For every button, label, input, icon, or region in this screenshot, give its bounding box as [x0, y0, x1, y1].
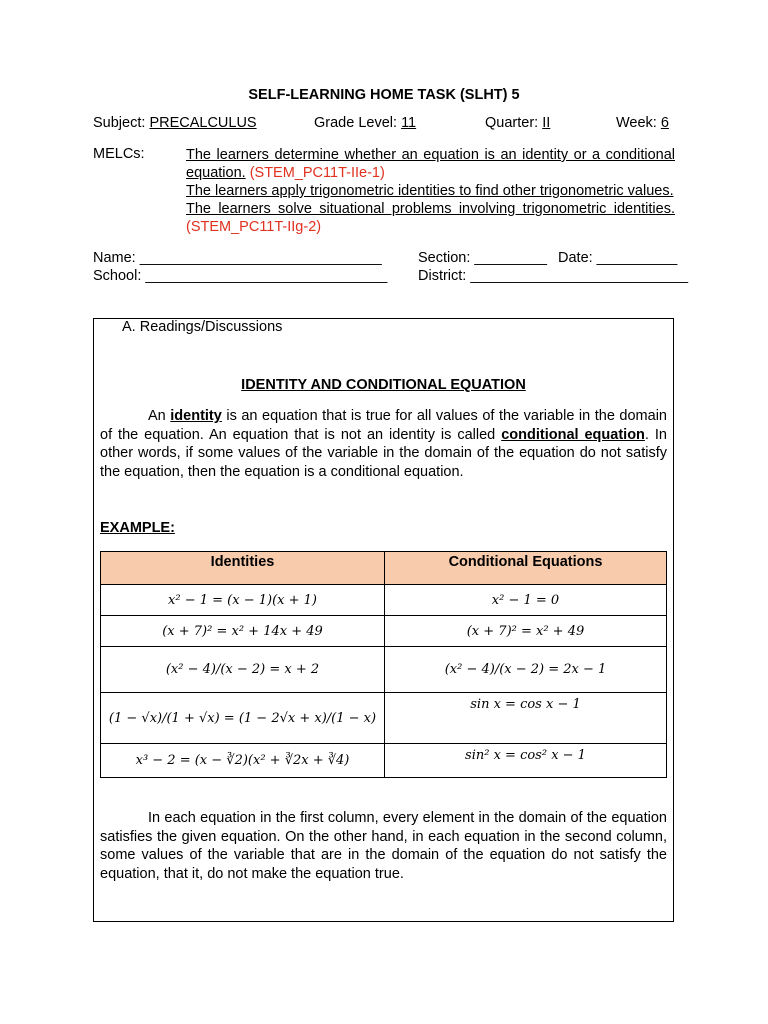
definition-paragraph — [100, 407, 667, 481]
name-field[interactable]: Name: ______________________________ — [93, 250, 382, 266]
explanation-paragraph — [100, 809, 667, 883]
melcs-label: MELCs: — [93, 146, 145, 162]
conditional-cell: sin² x = cos² x − 1 — [385, 744, 667, 778]
table-header-row — [101, 552, 667, 585]
table-row — [101, 647, 667, 693]
table-row — [101, 616, 667, 647]
quarter-value: II — [542, 115, 551, 131]
p1-part-c: . In other words, if some values of the variable in the domain of the equation do not satisfy the equation, then the equation is a conditional equation. — [100, 426, 667, 480]
identity-term: identity — [170, 408, 222, 424]
subject-field — [93, 115, 257, 131]
identity-cell: x³ − 2 = (x − ∛2)(x² + ∛2x + ∛4) — [101, 744, 385, 778]
conditional-cell: (x² − 4)/(x − 2) = 2x − 1 — [385, 647, 667, 693]
date-field[interactable]: Date: __________ — [558, 250, 678, 266]
readings-heading: A. Readings/Discussions — [122, 319, 283, 335]
melcs-list — [186, 146, 675, 236]
identity-cell: (1 − √x)/(1 + √x) = (1 − 2√x + x)/(1 − x) — [101, 693, 385, 744]
identity-cell: (x + 7)² = x² + 14x + 49 — [101, 616, 385, 647]
melcs-line-2: equation. — [186, 165, 246, 181]
school-field[interactable]: School: ______________________________ — [93, 268, 388, 284]
quarter-label: Quarter: — [485, 115, 539, 131]
section-field[interactable]: Section: _________ — [418, 250, 547, 266]
melcs-code-1: (STEM_PC11T-IIe-1) — [249, 165, 385, 181]
subject-label: Subject: — [93, 115, 146, 131]
table-row — [101, 744, 667, 778]
week-label: Week: — [616, 115, 657, 131]
conditional-cell: x² − 1 = 0 — [385, 585, 667, 616]
p2-text: In each equation in the first column, every element in the domain of the equation satisfies the given equation. On the other hand, in each equation in the second column, some values of the variable that are in the domain of the equation do not satisfy the equation, that it, do not make the equation true. — [100, 810, 667, 882]
subject-value: PRECALCULUS — [149, 115, 257, 131]
page-title: SELF-LEARNING HOME TASK (SLHT) 5 — [248, 87, 520, 103]
conditional-header: Conditional Equations — [385, 552, 667, 585]
grade-label: Grade Level: — [314, 115, 398, 131]
grade-field — [314, 115, 416, 131]
example-table — [100, 551, 667, 778]
conditional-term: conditional equation — [501, 426, 645, 443]
table-row — [101, 585, 667, 616]
p1-part-a: An — [148, 408, 171, 424]
section-title: IDENTITY AND CONDITIONAL EQUATION — [241, 377, 526, 393]
conditional-cell: sin x = cos x − 1 — [385, 693, 667, 744]
p1-part-b: is an equation that is true for all values of the variable in the domain of the equation. An equation that is not an identity is called — [100, 408, 667, 443]
conditional-cell: (x + 7)² = x² + 49 — [385, 616, 667, 647]
melcs-code-2: (STEM_PC11T-IIg-2) — [186, 219, 322, 235]
melcs-line-3: The learners apply trigonometric identities to find other trigonometric values. — [186, 183, 674, 199]
identity-cell: (x² − 4)/(x − 2) = x + 2 — [101, 647, 385, 693]
week-field — [616, 115, 669, 131]
identity-cell: x² − 1 = (x − 1)(x + 1) — [101, 585, 385, 616]
example-label: EXAMPLE: — [100, 520, 175, 536]
district-field[interactable]: District: ___________________________ — [418, 268, 689, 284]
week-value: 6 — [660, 115, 669, 131]
quarter-field — [485, 115, 550, 131]
melcs-line-1: The learners determine whether an equation is an identity or a conditional — [186, 147, 675, 163]
grade-value: 11 — [401, 115, 417, 131]
table-row — [101, 693, 667, 744]
melcs-line-4: The learners solve situational problems involving trigonometric identities. — [186, 201, 675, 217]
identities-header: Identities — [101, 552, 385, 585]
